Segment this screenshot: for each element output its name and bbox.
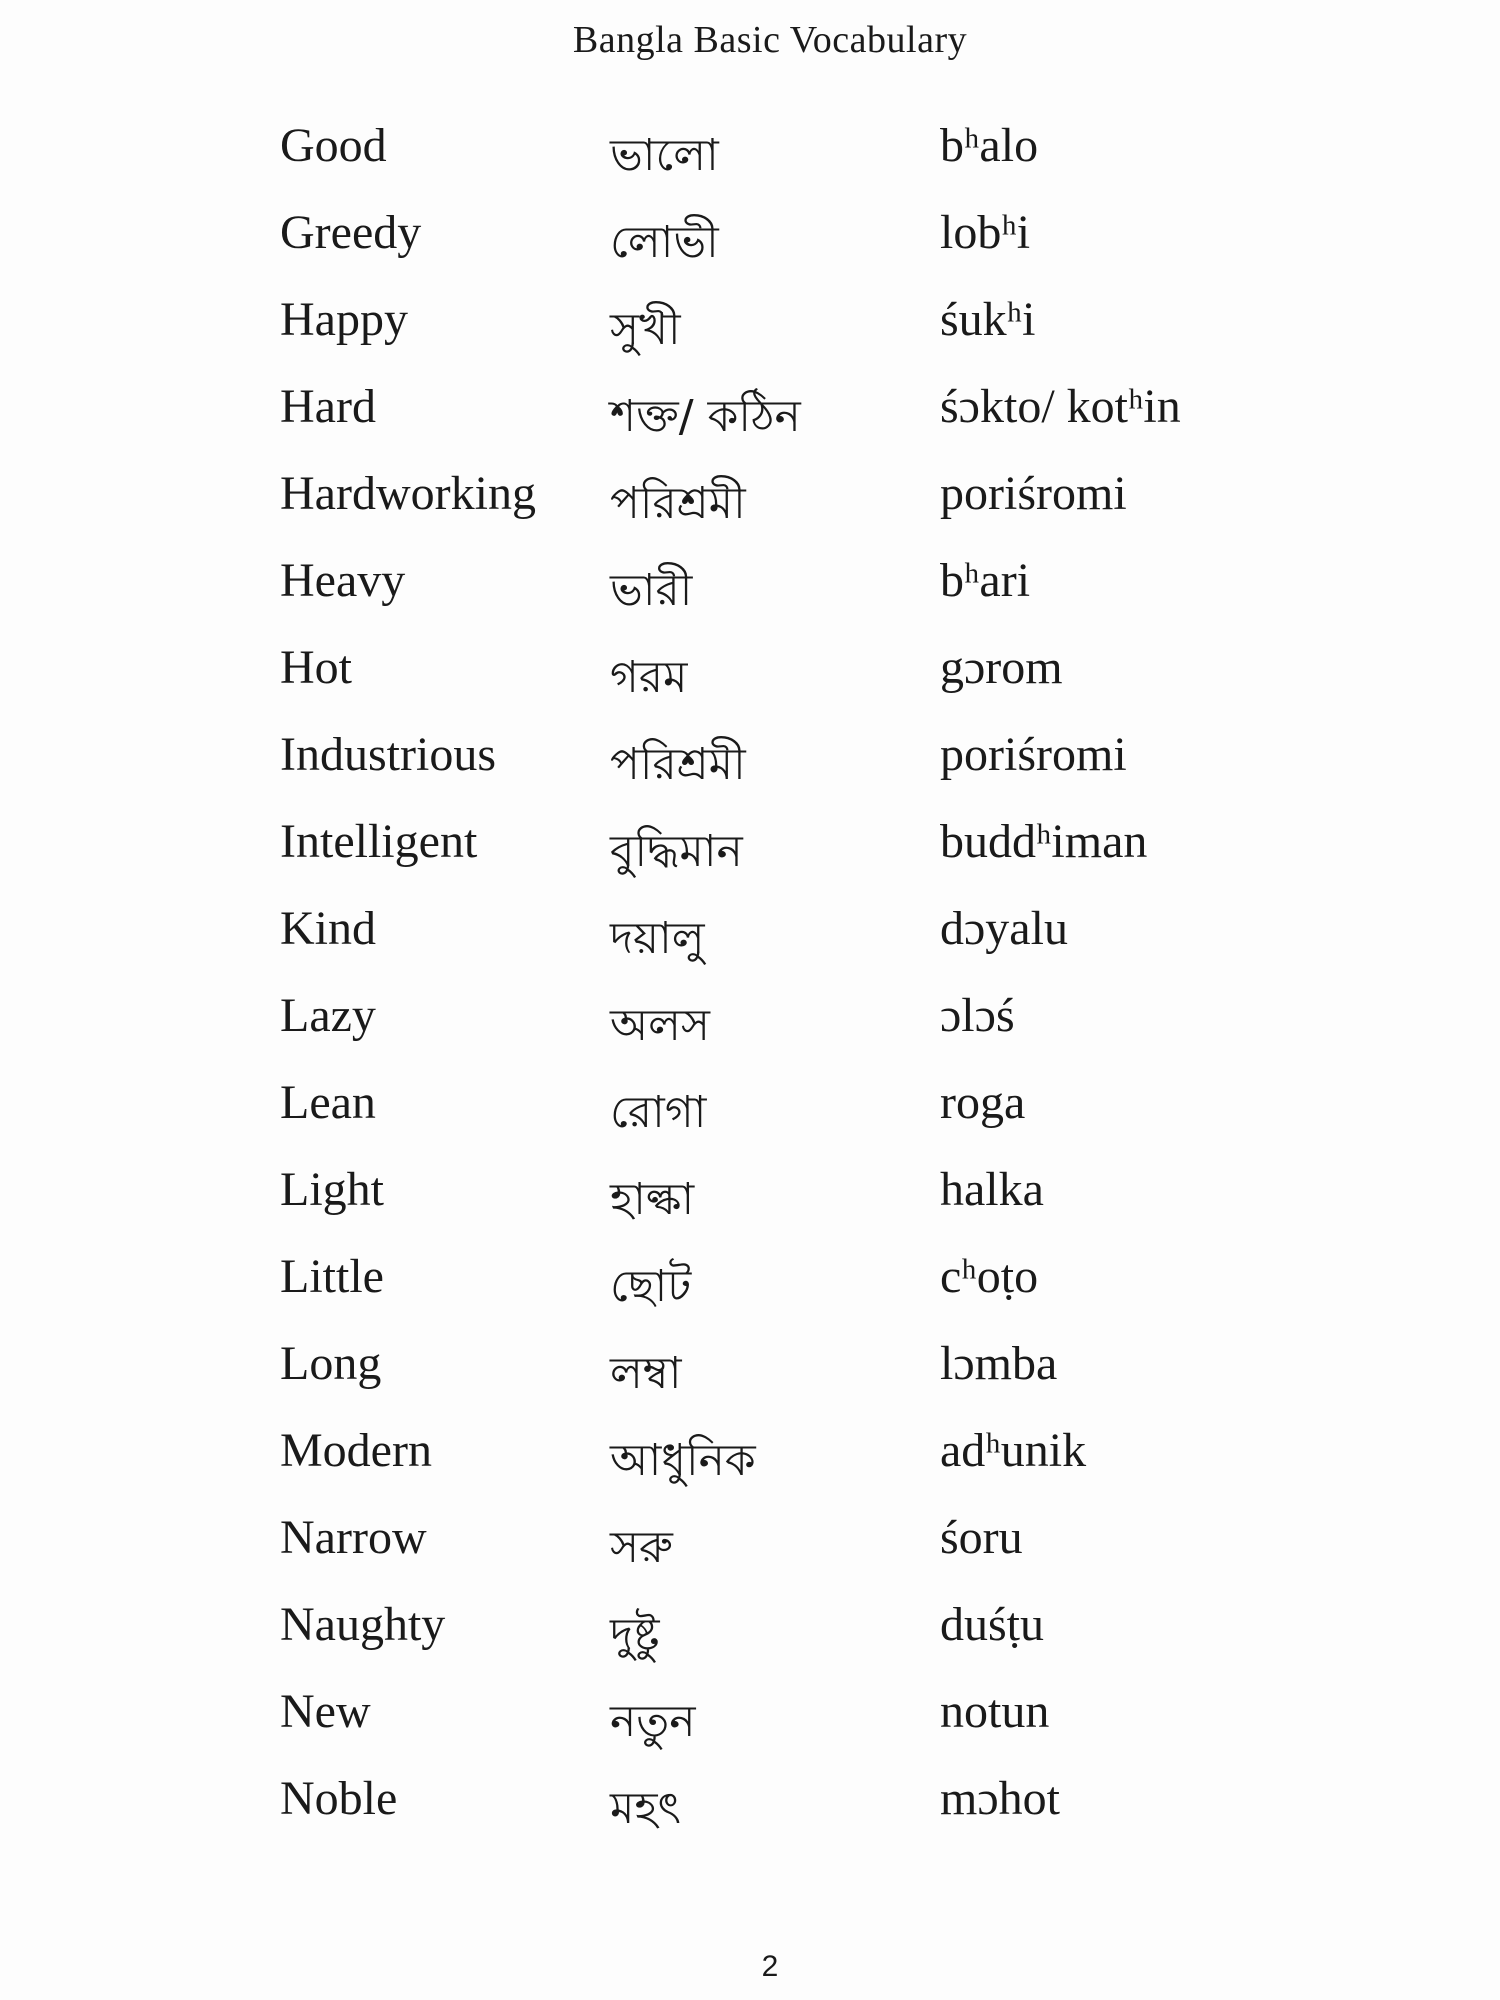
bangla-word: দয়ালু [610, 913, 705, 964]
vocab-row [280, 1162, 1280, 1249]
english-word: Light [280, 1163, 384, 1216]
vocab-row [280, 1336, 1280, 1423]
english-word: Little [280, 1250, 384, 1303]
bangla-word: পরিশ্রমী [610, 739, 746, 790]
vocab-row [280, 553, 1280, 640]
pronunciation: ɔlɔś [940, 989, 1015, 1042]
vocab-row [280, 1075, 1280, 1162]
english-word: Long [280, 1337, 382, 1390]
english-word: Intelligent [280, 815, 478, 868]
vocab-row [280, 466, 1280, 553]
english-word: Good [280, 119, 387, 172]
vocab-row [280, 1771, 1280, 1858]
page-number: 2 [761, 1950, 779, 1983]
english-word: Heavy [280, 554, 406, 607]
vocab-row [280, 901, 1280, 988]
pronunciation: lobʰi [940, 206, 1031, 259]
bangla-word: সুখী [610, 304, 681, 355]
english-word: Greedy [280, 206, 422, 259]
pronunciation: lɔmba [940, 1337, 1058, 1390]
pronunciation: cʰoṭo [940, 1250, 1039, 1303]
vocab-row [280, 205, 1280, 292]
bangla-word: শক্ত/ কঠিন [610, 391, 801, 442]
pronunciation: mɔhot [940, 1772, 1060, 1825]
bangla-word: রোগা [610, 1087, 707, 1138]
english-word: Noble [280, 1772, 398, 1825]
bangla-word: লোভী [610, 217, 719, 268]
english-word: Kind [280, 902, 376, 955]
bangla-word: লম্বা [610, 1348, 682, 1399]
pronunciation: notun [940, 1685, 1050, 1738]
pronunciation: poriśromi [940, 728, 1127, 781]
vocab-row [280, 640, 1280, 727]
english-word: Hardworking [280, 467, 536, 520]
english-word: Hot [280, 641, 352, 694]
vocab-row [280, 379, 1280, 466]
bangla-word: হাল্কা [610, 1174, 695, 1225]
pronunciation: duśṭu [940, 1598, 1045, 1651]
pronunciation: śɔkto/ kotʰin [940, 380, 1181, 433]
bangla-word: ভারী [610, 565, 693, 616]
english-word: Hard [280, 380, 376, 433]
bangla-word: আধুনিক [610, 1435, 756, 1486]
vocab-row [280, 1249, 1280, 1336]
pronunciation: śukʰi [940, 293, 1036, 346]
english-word: Happy [280, 293, 408, 346]
vocab-row [280, 292, 1280, 379]
english-word: Industrious [280, 728, 496, 781]
page-header-title: Bangla Basic Vocabulary [572, 19, 968, 61]
vocab-row [280, 1597, 1280, 1684]
english-word: Narrow [280, 1511, 427, 1564]
vocab-row [280, 988, 1280, 1075]
bangla-word: মহৎ [610, 1783, 682, 1834]
bangla-word: নতুন [610, 1696, 696, 1747]
vocabulary-table [280, 118, 1280, 1858]
bangla-word: বুদ্ধিমান [610, 826, 743, 877]
vocab-row [280, 1510, 1280, 1597]
vocab-row [280, 1684, 1280, 1771]
pronunciation: poriśromi [940, 467, 1127, 520]
bangla-word: পরিশ্রমী [610, 478, 746, 529]
english-word: Modern [280, 1424, 432, 1477]
pronunciation: gɔrom [940, 641, 1063, 694]
pronunciation: śoru [940, 1511, 1023, 1564]
bangla-word: অলস [610, 1000, 710, 1051]
bangla-word: সরু [610, 1522, 673, 1573]
bangla-word: ভালো [610, 130, 719, 181]
pronunciation: roga [940, 1076, 1026, 1129]
bangla-word: দুষ্টু [610, 1609, 660, 1660]
english-word: Lean [280, 1076, 376, 1129]
vocab-row [280, 727, 1280, 814]
bangla-word: গরম [610, 652, 688, 703]
english-word: Lazy [280, 989, 376, 1042]
pronunciation: bʰari [940, 554, 1031, 607]
english-word: Naughty [280, 1598, 446, 1651]
english-word: New [280, 1685, 371, 1738]
pronunciation: buddʰiman [940, 815, 1148, 868]
pronunciation: dɔyalu [940, 902, 1068, 955]
vocab-row [280, 118, 1280, 205]
pronunciation: bʰalo [940, 119, 1039, 172]
pronunciation: halka [940, 1163, 1044, 1216]
pronunciation: adʰunik [940, 1424, 1087, 1477]
vocab-row [280, 814, 1280, 901]
vocab-row [280, 1423, 1280, 1510]
bangla-word: ছোট [610, 1261, 692, 1312]
